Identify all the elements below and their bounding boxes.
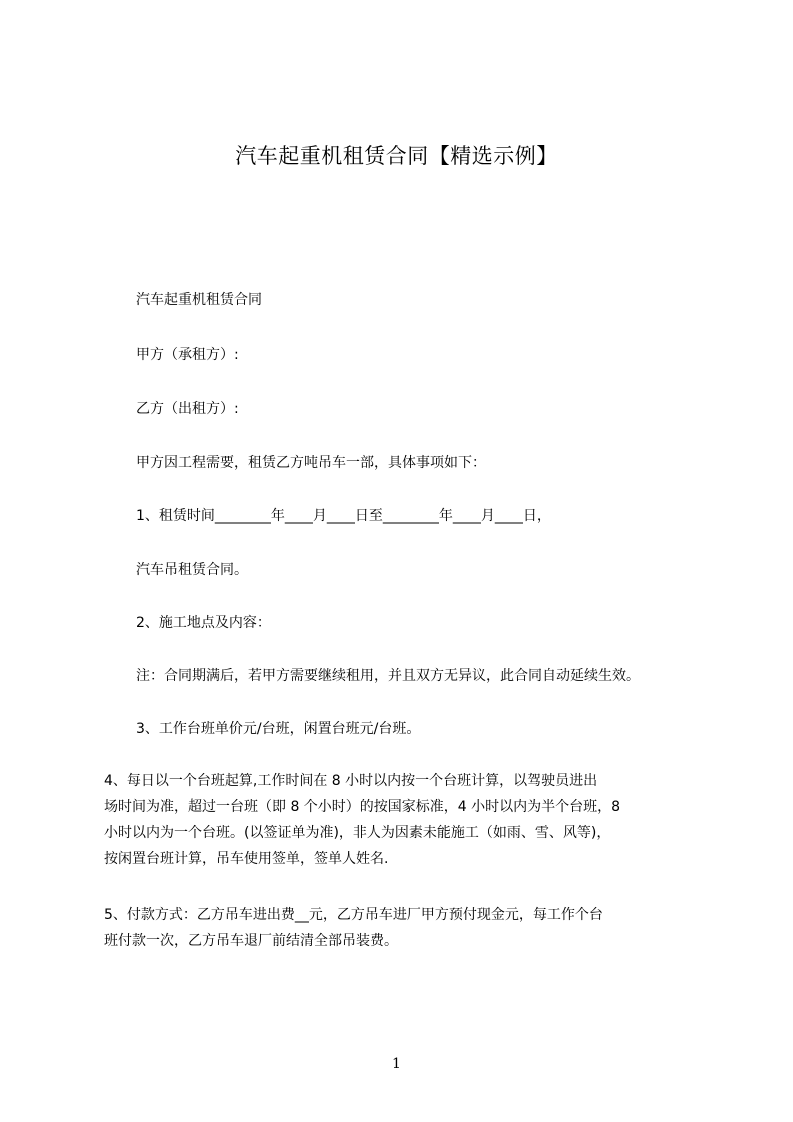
page-number: 1 [392, 1056, 401, 1072]
clause-3-unit-price: 3、工作台班单价元/台班，闲置台班元/台班。 [136, 721, 421, 737]
clause-5-payment [104, 902, 724, 954]
intro-paragraph: 甲方因工程需要，租赁乙方吨吊车一部，具体事项如下： [136, 455, 486, 471]
clause-4-working-hours [104, 768, 724, 872]
clause-5-line: 5、付款方式：乙方吊车进出费__元，乙方吊车进厂甲方预付现金元，每工作个台 [104, 907, 603, 923]
renewal-note: 注：合同期满后，若甲方需要继续租用，并且双方无异议，此合同自动延续生效。 [136, 668, 640, 684]
clause-4-line: 小时以内为一个台班。(以签证单为准)，非人为因素未能施工（如雨、雪、风等)， [104, 825, 611, 841]
clause-4-line: 场时间为准，超过一台班（即 8 个小时）的按国家标准，4 小时以内为半个台班，8 [104, 799, 621, 815]
clause-5-line: 班付款一次，乙方吊车退厂前结清全部吊装费。 [104, 933, 398, 949]
clause-4-line: 4、每日以一个台班起算,工作时间在 8 小时以内按一个台班计算，以驾驶员进出 [104, 773, 598, 789]
clause-1-rental-period: 1、租赁时间________年____月____日至________年____月____日， [136, 508, 551, 524]
contract-heading: 汽车起重机租赁合同 [136, 292, 262, 308]
party-a-line: 甲方（承租方）: [136, 347, 239, 363]
page-title: 汽车起重机租赁合同【精选示例】 [235, 144, 558, 168]
party-b-line: 乙方（出租方）: [136, 401, 239, 417]
rental-contract-note: 汽车吊租赁合同。 [136, 562, 248, 578]
clause-2-location: 2、施工地点及内容： [136, 615, 271, 631]
clause-4-line: 按闲置台班计算，吊车使用签单，签单人姓名. [104, 851, 389, 867]
